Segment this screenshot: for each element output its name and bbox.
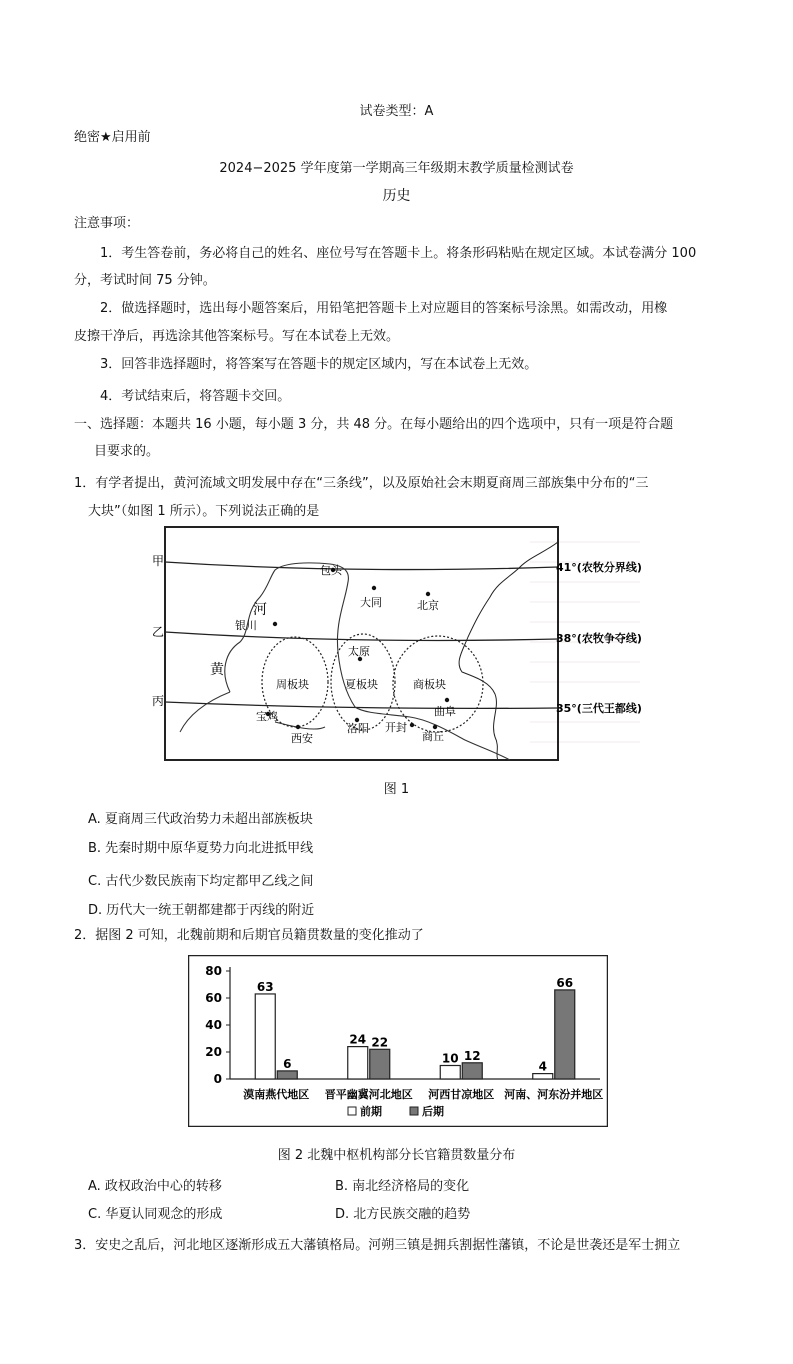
note-2-line-2: 皮擦干净后，再选涂其他答案标号。写在本试卷上无效。	[74, 329, 400, 344]
river-label-he: 河	[253, 602, 267, 618]
figure-2-bar-chart	[188, 955, 608, 1127]
qufu-dot	[445, 698, 449, 702]
y-tick-label: 80	[205, 964, 222, 978]
note-1-line-1: 1．考生答卷前，务必将自己的姓名、座位号写在答题卡上。将条形码粘贴在规定区域。本试卷满分 100	[100, 246, 697, 261]
legend-swatch	[410, 1107, 418, 1115]
section-1-line-2: 目要求的。	[94, 444, 160, 459]
q1-stem-line-1: 1．有学者提出，黄河流域文明发展中存在“三条线”，以及原始社会末期夏商周三部族集中分布的“三	[74, 476, 649, 491]
block-shang: 商板块	[413, 678, 446, 691]
bar-value-label: 4	[538, 1059, 547, 1074]
notes-heading: 注意事项：	[74, 216, 140, 231]
city-yinchuan: 银川	[235, 619, 257, 632]
category-label: 漠南燕代地区	[243, 1088, 310, 1101]
latitude-line-38	[165, 632, 558, 640]
q1-option-d[interactable]: D. 历代大一统王朝都建都于丙线的附近	[88, 903, 315, 918]
lat-label-38: 38°(农牧争夺线)	[556, 632, 642, 645]
bar-value-label: 66	[556, 975, 574, 990]
line-label-bing: 丙	[152, 694, 165, 708]
bar-value-label: 10	[441, 1051, 459, 1066]
q2-stem: 2．据图 2 可知，北魏前期和后期官员籍贯数量的变化推动了	[74, 928, 424, 943]
y-tick-label: 60	[205, 991, 222, 1005]
latitude-line-41	[165, 562, 558, 570]
lat-label-35: 35°(三代王都线)	[556, 702, 642, 715]
bar-early	[255, 994, 275, 1079]
y-tick-label: 40	[205, 1018, 222, 1032]
datong-dot	[372, 586, 376, 590]
section-1-line-1: 一、选择题：本题共 16 小题，每小题 3 分，共 48 分。在每小题给出的四个选项中，只有一项是符合题	[74, 417, 674, 432]
block-xia: 夏板块	[345, 678, 378, 691]
city-beijing: 北京	[417, 599, 439, 612]
lat-label-41: 41°(农牧分界线)	[556, 561, 642, 574]
figure-2-caption: 图 2 北魏中枢机构部分长官籍贯数量分布	[277, 1148, 516, 1163]
city-shangqiu: 商丘	[422, 730, 444, 743]
y-tick-label: 20	[205, 1045, 222, 1059]
bar-late	[277, 1071, 297, 1079]
city-baoji: 宝鸡	[256, 710, 278, 723]
q3-stem-line-1: 3．安史之乱后，河北地区逐渐形成五大藩镇格局。河朔三镇是拥兵割据性藩镇，不论是世袭还是军士拥立	[74, 1238, 681, 1253]
city-kaifeng: 开封	[385, 721, 407, 734]
exam-title: 2024−2025 学年度第一学期高三年级期末教学质量检测试卷	[219, 161, 574, 176]
beijing-dot	[426, 592, 430, 596]
city-luoyang: 洛阳	[347, 722, 369, 735]
bar-late	[462, 1063, 482, 1079]
q2-option-b[interactable]: B. 南北经济格局的变化	[335, 1179, 470, 1194]
bar-early	[348, 1047, 368, 1079]
bar-late	[555, 990, 575, 1079]
bar-early	[533, 1074, 553, 1079]
bar-value-label: 6	[283, 1056, 292, 1071]
figure-1-map	[150, 522, 650, 767]
coastline	[459, 542, 558, 760]
figure-1-caption: 图 1	[383, 782, 410, 797]
note-4: 4．考试结束后，将答题卡交回。	[100, 389, 291, 404]
q1-option-a[interactable]: A. 夏商周三代政治势力未超出部族板块	[88, 812, 313, 827]
q2-option-d[interactable]: D. 北方民族交融的趋势	[335, 1207, 471, 1222]
kaifeng-dot	[410, 723, 414, 727]
bar-value-label: 63	[256, 979, 274, 994]
xian-dot	[296, 725, 300, 729]
city-baotou: 包头	[320, 564, 342, 577]
paper-type: 试卷类型：A	[359, 104, 434, 119]
legend-label: 后期	[422, 1105, 444, 1118]
city-qufu: 曲阜	[434, 705, 456, 718]
q1-option-b[interactable]: B. 先秦时期中原华夏势力向北进抵甲线	[88, 841, 314, 856]
note-3: 3．回答非选择题时，将答案写在答题卡的规定区域内，写在本试卷上无效。	[100, 357, 538, 372]
subject-title: 历史	[382, 188, 411, 204]
line-label-jia: 甲	[152, 554, 165, 568]
bar-value-label: 12	[463, 1048, 481, 1063]
yinchuan-dot	[273, 622, 277, 626]
bar-early	[440, 1066, 460, 1080]
q2-option-c[interactable]: C. 华夏认同观念的形成	[88, 1207, 223, 1222]
q1-stem-line-2: 大块”（如图 1 所示）。下列说法正确的是	[88, 504, 320, 519]
category-label: 河南、河东汾并地区	[504, 1088, 604, 1101]
category-label: 河西甘凉地区	[428, 1088, 495, 1101]
y-tick-label: 0	[213, 1072, 222, 1086]
city-datong: 大同	[360, 596, 382, 609]
legend-label: 前期	[360, 1105, 382, 1118]
city-taiyuan: 太原	[348, 645, 370, 658]
category-label: 晋平幽冀河北地区	[324, 1088, 413, 1101]
note-2-line-1: 2．做选择题时，选出每小题答案后，用铅笔把答题卡上对应题目的答案标号涂黑。如需改动，用橡	[100, 301, 668, 316]
river-label-huang: 黄	[210, 662, 224, 678]
bar-late	[370, 1049, 390, 1079]
line-label-yi: 乙	[152, 625, 165, 639]
city-xian: 西安	[291, 732, 313, 745]
secret-label: 绝密★启用前	[74, 130, 151, 145]
shangqiu-dot	[433, 725, 437, 729]
bar-value-label: 22	[371, 1035, 389, 1050]
note-1-line-2: 分，考试时间 75 分钟。	[74, 273, 216, 288]
latitude-line-35	[165, 702, 558, 708]
q1-option-c[interactable]: C. 古代少数民族南下均定都甲乙线之间	[88, 874, 314, 889]
legend-swatch	[348, 1107, 356, 1115]
q2-option-a[interactable]: A. 政权政治中心的转移	[88, 1179, 222, 1194]
block-zhou: 周板块	[276, 678, 309, 691]
bar-value-label: 24	[349, 1032, 367, 1047]
